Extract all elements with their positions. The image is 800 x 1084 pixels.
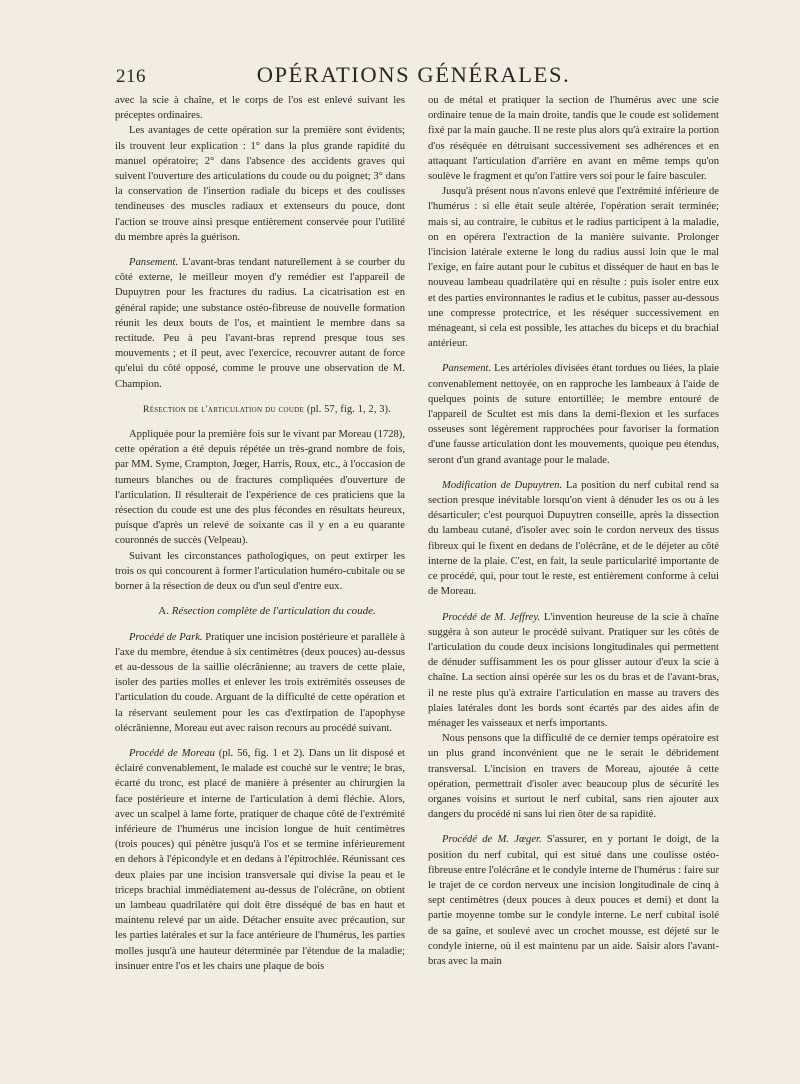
section-heading-title: Résection de l'articulation du coude: [143, 403, 305, 415]
paragraph-text: L'avant-bras tendant naturellement à se courber du côté externe, le meilleur moyen d'y remédier est l'appareil de Dupuytren pour les fractures du radius. La cicatrisation est en général rapide; une substance ostéo-fibreuse de nouvelle formation réunit les deux bouts de l'os, et maintient le membre dans sa rectitude. Peu à peu l'avant-bras reprend presque tous ses mouvements ; et il peut, avec l'exercice, recouvrer autant de force qu'elui du côté opposé, comme le prouve une observation de M. Champion.: [115, 257, 405, 390]
paragraph-text: La position du nerf cubital rend sa section presque inévitable lorsqu'on vient à dénuder les os ou à les désarticuler; c'est pourquoi Dupuytren conseille, après la dissection du lambeau cutané, d'isoler avec soin le cordon nerveux des tissus fibreux qui le fixent en dedans de l'olécrâne, et de le déjeter au côté interne de la plaie. C'est, en fait, la seule particularité importante de ce procédé, qui, pour tout le reste, est entièrement conforme à celui de Moreau.: [428, 479, 719, 598]
paragraph-moreau: [115, 746, 405, 974]
paragraph-label: Pansement.: [129, 257, 179, 269]
paragraph: Appliquée pour la première fois sur le vivant par Moreau (1728), cette opération a été depuis répétée un très-grand nombre de fois, par MM. Syme, Crampton, Jœger, Harris, Roux, etc., à l'occasion de tumeurs blanches ou de fractures compliquées d'ouverture de l'articulation. Il résulterait de l'expérience de ces praticiens que la résection du coude est une des plus fécondes en résultats heureux, puisque d'après un relevé de soixante cas il y en a eu quarante couronnés de succès (Velpeau).: [115, 429, 405, 547]
paragraph-label: Procédé de M. Jœger.: [442, 834, 542, 846]
page-header: [116, 62, 711, 96]
paragraph-label: Procédé de M. Jeffrey.: [442, 611, 541, 623]
paragraph-text: L'invention heureuse de la scie à chaîne suggéra à son auteur le procédé suivant. Pratiquer sur les côtés de l'articulation du coude deux incisions longitudinales qui permettent de dénuder suffisamment les os pour glisser autour d'eux la scie à chaîne. La section ainsi opérée sur les os du bras et de l'avant-bras, il ne reste plus qu'à extraire l'articulation en masse au travers des plaies latérales dont les bords sont écartés par des aides afin de ménager les vaisseaux et nerfs importants.: [428, 611, 719, 729]
paragraph-pansement: [428, 361, 719, 467]
sub-heading-prefix: A.: [158, 605, 169, 618]
right-column: [428, 93, 719, 969]
paragraph-dupuytren: [428, 478, 719, 600]
paragraph-label: Modification de Dupuytren.: [442, 479, 563, 491]
paragraph-text: Les artérioles divisées étant tordues ou liées, la plaie convenablement nettoyée, on en rapproche les lambeaux à l'aide de quelques points de suture entortillée; le membre entouré de l'appareil de Scultet est mis dans la demi-flexion et les surfaces osseuses sont légèrement rapprochées pour favoriser la formation d'une fausse articulation dont les mouvements, quoique peu étendus, seront d'un grand avantage pour le malade.: [428, 363, 719, 466]
paragraph-jeffrey: [428, 610, 719, 732]
section-heading-ref: (pl. 57, fig. 1, 2, 3).: [304, 403, 391, 415]
sub-heading-text: Résection complète de l'articulation du coude.: [171, 605, 376, 618]
paragraph-text: (pl. 56, fig. 1 et 2). Dans un lit disposé et éclairé convenablement, le malade est couché sur le ventre; le bras, écarté du tronc, est placé de manière à présenter au chirurgien la face postérieure et interne de l'articulation à demi fléchie. Alors, avec un scalpel à lame forte, pratiquer de chaque côté de l'extrémité inférieure de l'humérus une incision longue de huit centimètres (trois pouces) qui pénètre jusqu'à l'os et se termine inférieurement en dehors à l'épicondyle et en dedans à l'épitrochlée. Réunissant ces deux plaies par une incision transversale qui divise la peau et le triceps brachial immédiatement au-dessus de l'olécrâne, on obtient un lambeau quadrilatère qui doit être disséqué de bas en haut et maintenu relevé par un aide. Détacher ensuite avec précaution, sur les parties latérales et sur la face antérieure de l'humérus, les parties molles jusqu'à une hauteur déterminée par l'étendue de la maladie; insinuer entre l'os et les chairs une plaque de bois: [115, 747, 406, 972]
paragraph-park: [115, 630, 405, 736]
sub-heading: [115, 604, 405, 619]
section-heading: [115, 402, 405, 417]
paragraph-text: Pratiquer une incision postérieure et parallèle à l'axe du membre, étendue à six centimètres (deux pouces) au-dessus et au-dessous de la saillie olécrânienne; au travers de cette plaie, isoler des parties molles et enlever les trois extrémités osseuses de l'articulation du coude. Arguant de la difficulté de cette opération et la réservant seulement pour les cas d'extirpation de l'apophyse olécrânienne, Moreau eut avec raison recours au procédé suivant.: [115, 631, 405, 734]
paragraph: Nous pensons que la difficulté de ce dernier temps opératoire est un plus grand inconvénient que ne le serait le débridement transversal. L'incision en travers de Moreau, ajoutée à cette opération, permettrait d'isoler avec beaucoup plus de sécurité les organes voisins et surtout le nerf cubital, sans rien ajouter aux dangers du procédé ni sans lui rien ôter de sa rapidité.: [428, 733, 719, 821]
paragraph-pansement: [115, 255, 405, 392]
page-number: 216: [116, 66, 146, 87]
paragraph: Les avantages de cette opération sur la première sont évidents; ils trouvent leur explication : 1° dans la plus grande rapidité du manuel opératoire; 2° dans l'absence des accidents graves qui suivent l'ouverture des articulations du coude ou du poignet; 3° dans la conservation de l'insertion radiale du biceps et des coulisses tendineuses des muscles radiaux et extenseurs du pouce, dont l'action se trouve ainsi presque entièrement conservée pour l'utilité du membre après la guérison.: [115, 125, 405, 243]
paragraph-jaeger: [428, 832, 719, 969]
paragraph-label: Pansement.: [442, 363, 492, 375]
paragraph-text: S'assurer, en y portant le doigt, de la position du nerf cubital, qui est situé dans une coulisse ostéo-fibreuse entre l'olécrâne et le condyle interne de l'humérus : faire sur le trajet de ce cordon nerveux une incision longitudinale de cinq à sept centimètres (deux pouces à deux pouces et demi) et dont la partie moyenne tombe sur le condyle interne. Le nerf cubital isolé de sa gaîne, et soulevé avec un crochet mousse, est déjeté sur le condyle interne, où il est maintenu par un aide. Saisir alors l'avant-bras avec la main: [428, 834, 720, 967]
running-title: OPÉRATIONS GÉNÉRALES.: [256, 62, 571, 87]
paragraph: ou de métal et pratiquer la section de l'humérus avec une scie ordinaire tenue de la main droite, tandis que le coude est solidement fixé par la main gauche. Il ne reste plus alors qu'à extraire la portion d'os réséquée en détruisant successivement ses adhérences et en attaquant l'articulation d'arrière en avant en même temps qu'on soulève le fragment et qu'on l'attire vers soi pour le faire basculer.: [428, 95, 719, 183]
left-column: [115, 93, 405, 974]
paragraph-label: Procédé de Moreau: [129, 747, 215, 759]
paragraph: Suivant les circonstances pathologiques, on peut extirper les trois os qui concourent à former l'articulation huméro-cubitale ou se borner à la résection de deux ou d'un seul d'entre eux.: [115, 550, 405, 593]
paragraph-label: Procédé de Park.: [129, 631, 203, 643]
paragraph: avec la scie à chaîne, et le corps de l'os est enlevé suivant les préceptes ordinaires.: [115, 95, 405, 122]
paragraph: Jusqu'à présent nous n'avons enlevé que l'extrémité inférieure de l'humérus : si elle était seule altérée, l'opération serait terminée; mais si, au contraire, le cubitus et le radius participent à la maladie, on en opérera l'extraction de la manière suivante. Prolonger l'incision latérale externe le long du radius aussi loin que le mal l'exige, en faire autant pour le cubitus et disséquer de haut en bas le nouveau lambeau quadrilatère qui en résulte : puis isoler entre eux et des parties environnantes le radius et le cubitus, passer au-dessous une compresse protectrice, et les réséquer successivement en ménageant, si cela est possible, les attaches du biceps et du brachial antérieur.: [428, 186, 719, 350]
